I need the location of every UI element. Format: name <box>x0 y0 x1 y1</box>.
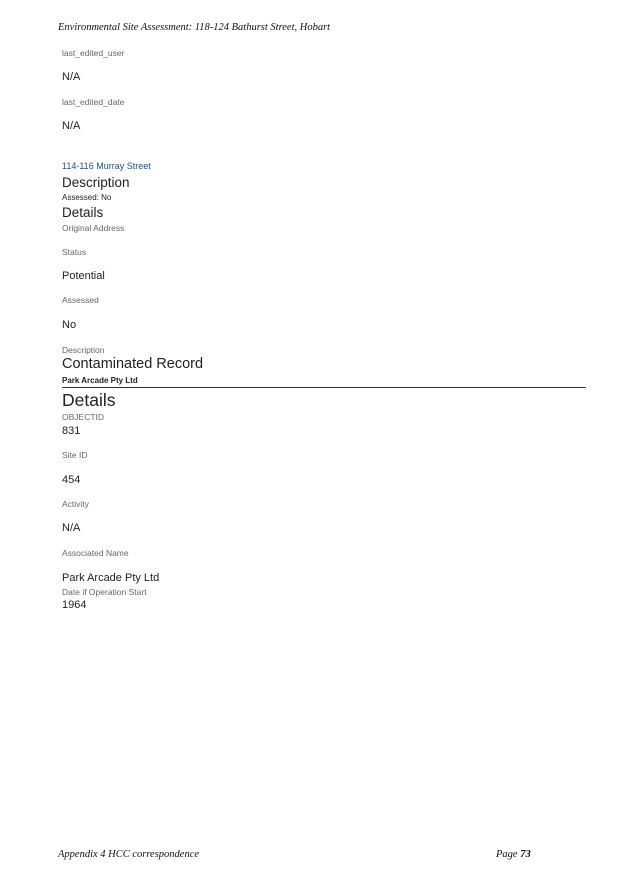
contaminated-details-heading: Details <box>62 390 116 410</box>
status-value: Potential <box>62 270 105 282</box>
assessed-label: Assessed <box>62 295 99 305</box>
last-edited-user-value: N/A <box>62 71 81 83</box>
status-label: Status <box>62 247 87 257</box>
site-id-label: Site ID <box>62 450 88 460</box>
last-edited-date-label: last_edited_date <box>62 97 125 107</box>
page-number: 73 <box>520 849 531 860</box>
objectid-value: 831 <box>62 425 81 437</box>
footer-page <box>496 849 531 860</box>
assessed-summary: Assessed: No <box>62 193 112 202</box>
contaminated-record-subheading: Park Arcade Pty Ltd <box>62 376 138 385</box>
section-divider <box>62 387 586 388</box>
description-label: Description <box>62 345 105 355</box>
page-header: Environmental Site Assessment: 118-124 Bathurst Street, Hobart <box>58 22 331 33</box>
site-id-value: 454 <box>62 474 81 486</box>
footer-appendix: Appendix 4 HCC correspondence <box>58 849 200 860</box>
assessed-value: No <box>62 319 77 331</box>
associated-name-label: Associated Name <box>62 548 129 558</box>
activity-label: Activity <box>62 499 89 509</box>
date-operation-start-label: Date if Operation Start <box>62 587 147 597</box>
last-edited-user-label: last_edited_user <box>62 48 125 58</box>
contaminated-record-heading: Contaminated Record <box>62 356 204 372</box>
date-operation-start-value: 1964 <box>62 599 87 611</box>
murray-street-link[interactable]: 114-116 Murray Street <box>62 161 151 171</box>
activity-value: N/A <box>62 522 81 534</box>
last-edited-date-value: N/A <box>62 120 81 132</box>
page-label: Page <box>496 849 518 860</box>
objectid-label: OBJECTID <box>62 412 105 422</box>
associated-name-value: Park Arcade Pty Ltd <box>62 572 160 584</box>
description-heading: Description <box>62 175 130 190</box>
original-address-label: Original Address <box>62 223 125 233</box>
details-heading: Details <box>62 205 104 220</box>
